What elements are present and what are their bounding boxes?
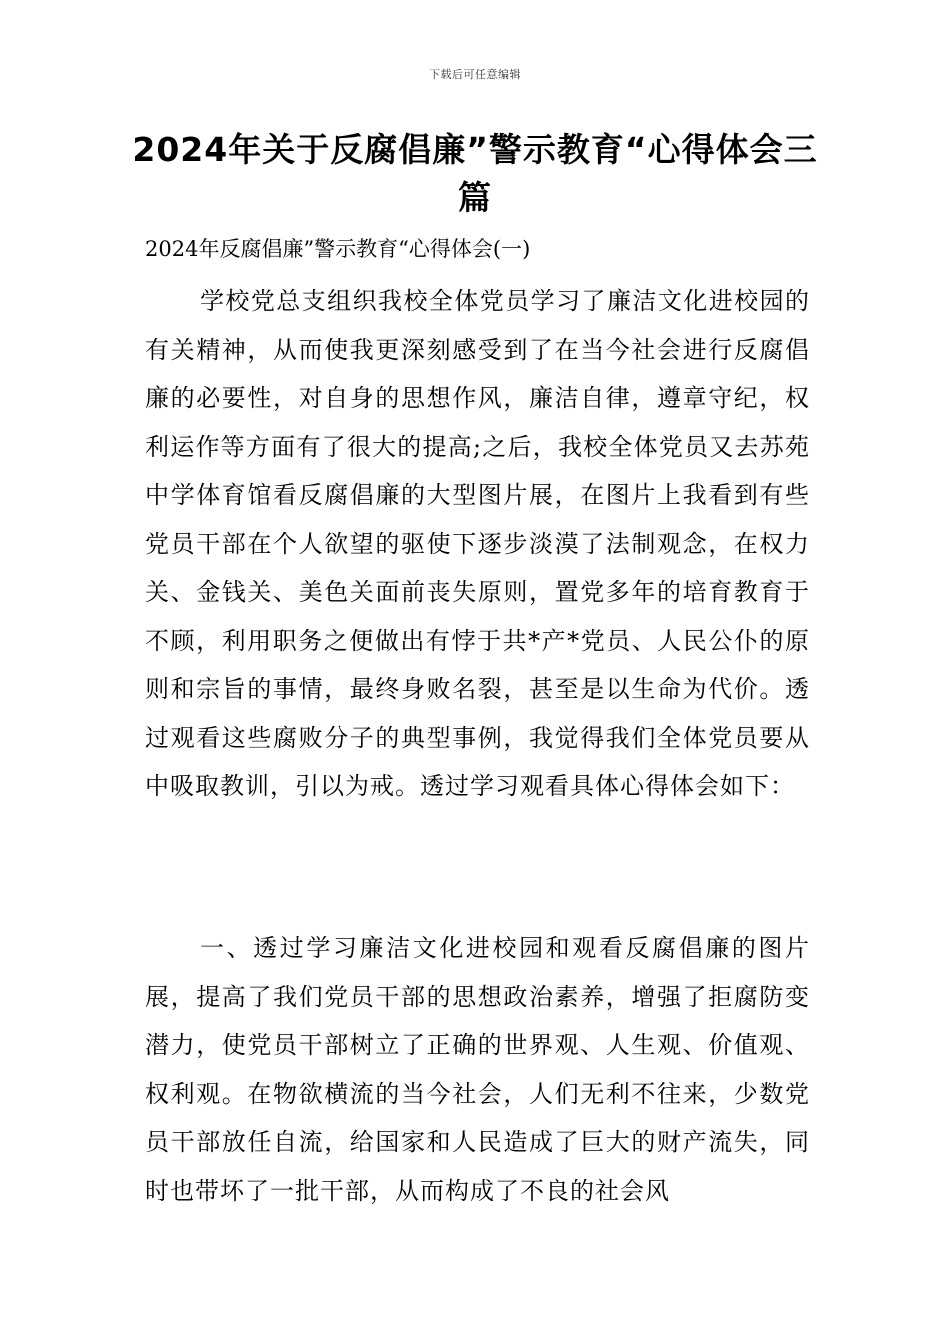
section-title: 2024年反腐倡廉”警示教育“心得体会(一)	[145, 237, 531, 261]
document-title: 2024年关于反腐倡廉”警示教育“心得体会三篇	[132, 130, 818, 217]
body-paragraph-2: 一、透过学习廉洁文化进校园和观看反腐倡廉的图片展，提高了我们党员干部的思想政治素养，增强了拒腐防变潜力，使党员干部树立了正确的世界观、人生观、价值观、权利观。在物欲横流的当今社会，人们无利不往来，少数党员干部放任自流，给国家和人民造成了巨大的财产流失，同时也带坏了一批干部，从而构成了不良的社会风	[145, 934, 810, 1205]
body-paragraph-1: 学校党总支组织我校全体党员学习了廉洁文化进校园的有关精神，从而使我更深刻感受到了在当今社会进行反腐倡廉的必要性，对自身的思想作风，廉洁自律，遵章守纪，权利运作等方面有了很大的提高;之后，我校全体党员又去苏苑中学体育馆看反腐倡廉的大型图片展，在图片上我看到有些党员干部在个人欲望的驱使下逐步淡漠了法制观念，在权力关、金钱关、美色关面前丧失原则，置党多年的培育教育于不顾，利用职务之便做出有悖于共*产*党员、人民公仆的原则和宗旨的事情，最终身败名裂，甚至是以生命为代价。透过观看这些腐败分子的典型事例，我觉得我们全体党员要从中吸取教训，引以为戒。透过学习观看具体心得体会如下：	[145, 287, 810, 800]
header-note: 下载后可任意编辑	[429, 68, 521, 81]
